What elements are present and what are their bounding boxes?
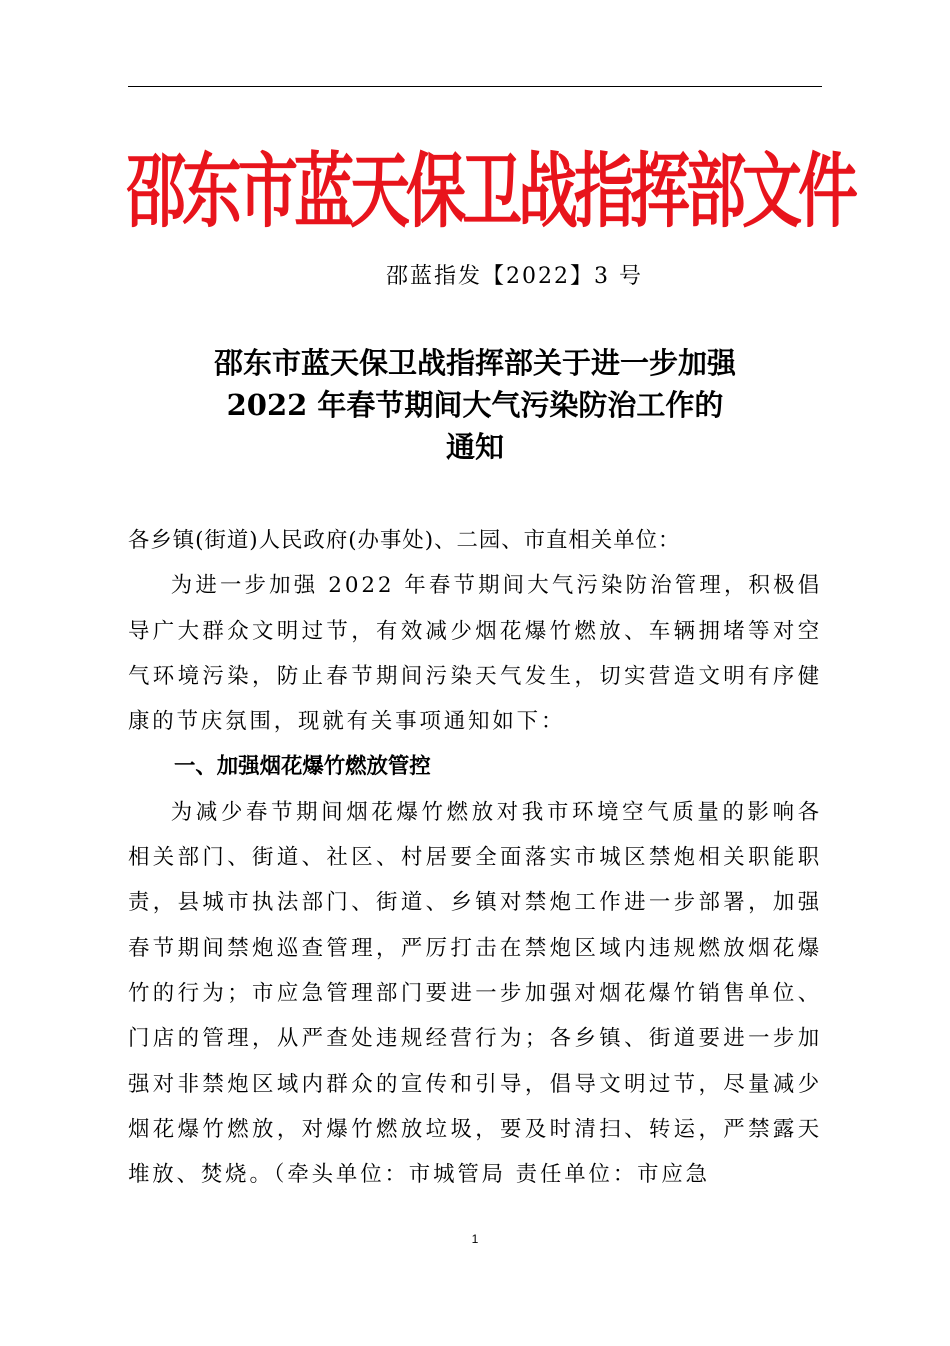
header-rule — [128, 86, 822, 87]
document-body — [128, 518, 822, 1197]
page-number: 1 — [471, 1232, 479, 1246]
section-paragraph: 为减少春节期间烟花爆竹燃放对我市环境空气质量的影响各相关部门、街道、社区、村居要全面落实市城区禁炮相关职能职责，县城市执法部门、街道、乡镇对禁炮工作进一步部署，加强春节期间禁炮巡查管理，严厉打击在禁炮区域内违规燃放烟花爆竹的行为；市应急管理部门要进一步加强对烟花爆竹销售单位、门店的管理，从严查处违规经营行为；各乡镇、街道要进一步加强对非禁炮区域内群众的宣传和引导，倡导文明过节，尽量减少烟花爆竹燃放，对爆竹燃放垃圾，要及时清扫、转运，严禁露天堆放、焚烧。（牵头单位：市城管局 责任单位：市应急 — [128, 799, 822, 1188]
intro-paragraph: 为进一步加强 2022 年春节期间大气污染防治管理，积极倡导广大群众文明过节，有效减少烟花爆竹燃放、车辆拥堵等对空气环境污染，防止春节期间污染天气发生，切实营造文明有序健康的节庆氛围，现就有关事项通知如下： — [128, 573, 822, 735]
title-line: 2022 年春节期间大气污染防治工作的 — [226, 388, 724, 422]
title-line: 邵东市蓝天保卫战指挥部关于进一步加强 — [213, 346, 736, 380]
document-title — [120, 342, 830, 468]
addressee-line: 各乡镇(街道)人民政府(办事处)、二园、市直相关单位： — [128, 528, 681, 553]
title-line: 通知 — [445, 430, 504, 464]
document-number: 邵蓝指发【2022】3 号 — [386, 264, 643, 289]
masthead-title: 邵东市蓝天保卫战指挥部文件 — [126, 145, 854, 240]
section-heading: 一、加强烟花爆竹燃放管控 — [174, 754, 431, 780]
